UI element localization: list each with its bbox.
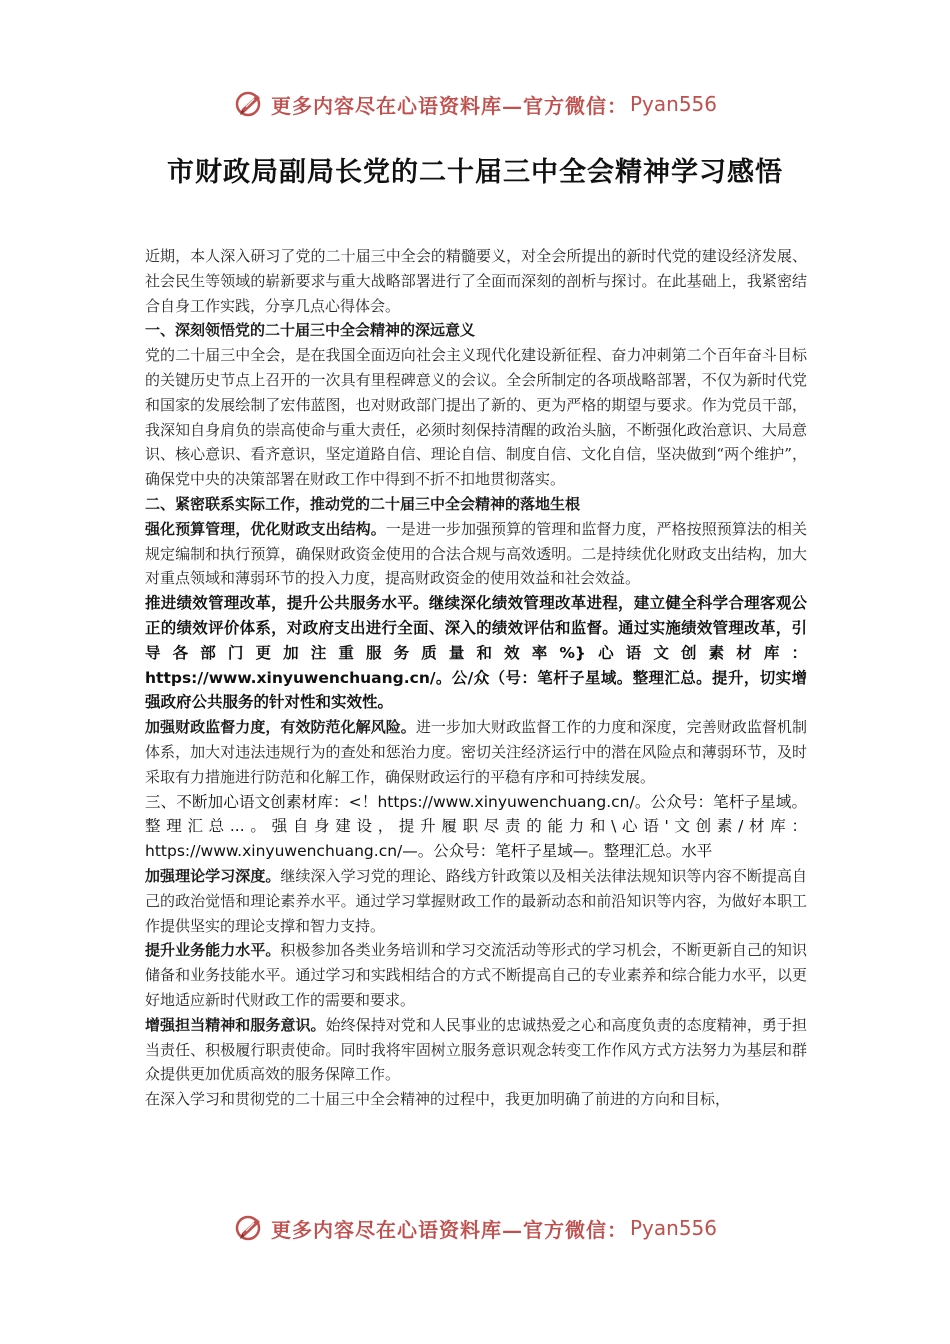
header-banner: [0, 84, 950, 124]
paragraph-text: 积极参加各类业务培训和学习交流活动等形式的学习机会，不断更新自己的知识储备和业务技能水平。通过学习和实践相结合的方式不断提高自己的专业素养和综合能力水平，以更好地适应新时代财政工作的需要和要求。: [145, 941, 807, 1009]
pen-logo-icon: [233, 87, 267, 121]
paragraph-text: 进一步加大财政监督工作的力度和深度，完善财政监督机制体系，加大对违法违规行为的查处和惩治力度。密切关注经济运行中的潜在风险点和薄弱环节，及时采取有力措施进行防范和化解工作，确保财政运行的平稳有序和可持续发展。: [145, 718, 807, 786]
paragraph: [145, 1013, 807, 1087]
paragraph: [145, 864, 807, 938]
paragraph-lead: 加强理论学习深度。: [145, 866, 281, 885]
banner-text: 更多内容尽在心语资料库—官方微信：: [270, 93, 628, 118]
paragraph: [145, 517, 807, 591]
paragraph-text: 一是进一步加强预算的管理和监督力度，严格按照预算法的相关规定编制和执行预算，确保财政资金使用的合法合规与高效透明。二是持续优化财政支出结构，加大对重点领域和薄弱环节的投入力度，提高财政资金的使用效益和社会效益。: [145, 519, 807, 588]
paragraph-lead: 加强财政监督力度，有效防范化解风险。: [145, 718, 416, 737]
paragraph-text: 始终保持对党和人民事业的忠诚热爱之心和高度负责的态度精神，勇于担当责任、积极履行职责使命。同时我将牢固树立服务意识观念转变工作作风方式方法努力为基层和群众提供更加优质高效的服务保障工作。: [145, 1015, 807, 1084]
page-title: 市财政局副局长党的二十届三中全会精神学习感悟: [167, 157, 783, 188]
paragraph: 党的二十届三中全会，是在我国全面迈向社会主义现代化建设新征程、奋力冲刺第二个百年奋斗目标的关键历史节点上召开的一次具有里程碑意义的会议。全会所制定的各项战略部署，不仅为新时代党和国家的发展绘制了宏伟蓝图，也对财政部门提出了新的、更为严格的期望与要求。作为党员干部，我深知自身肩负的崇高使命与重大责任，必须时刻保持清醒的政治头脑，不断强化政治意识、大局意识、核心意识、看齐意识，坚定道路自信、理论自信、制度自信、文化自信，坚决做到“两个维护”，确保党中央的决策部署在财政工作中得到不折不扣地贯彻落实。: [145, 346, 807, 489]
paragraph: 近期，本人深入研习了党的二十届三中全会的精髓要义，对全会所提出的新时代党的建设经济发展、社会民生等领域的崭新要求与重大战略部署进行了全面而深刻的剖析与探讨。在此基础上，我紧密结合自身工作实践，分享几点心得体会。: [145, 247, 807, 315]
footer-banner: [0, 1208, 950, 1248]
banner-handle: Pyan556: [629, 1216, 717, 1240]
paragraph: [145, 938, 807, 1012]
pen-logo-icon: [233, 1211, 267, 1245]
paragraph: 在深入学习和贯彻党的二十届三中全会精神的过程中，我更加明确了前进的方向和目标，: [145, 1090, 731, 1109]
section-heading: 一、深刻领悟党的二十届三中全会精神的深远意义: [145, 321, 476, 340]
paragraph: 推进绩效管理改革，提升公共服务水平。继续深化绩效管理改革进程，建立健全科学合理客观公正的绩效评价体系，对政府支出进行全面、深入的绩效评估和监督。通过实施绩效管理改革，引导各部门更加注重服务质量和效率%}心语文创素材库：https://www.xinyuwenchuang.cn/。公/众（号：笔杆子星域。整理汇总。提升，切实增强政府公共服务的针对性和实效性。: [145, 594, 807, 712]
section-heading: 二、紧密联系实际工作，推动党的二十届三中全会精神的落地生根: [145, 494, 581, 513]
paragraph-lead: 提升业务能力水平。: [145, 941, 281, 960]
banner-text: 更多内容尽在心语资料库—官方微信：: [270, 1217, 628, 1242]
paragraph: 三、不断加心语文创素材库：<！https://www.xinyuwenchuang.cn/。公众号：笔杆子星域。整理汇总...。强自身建设，提升履职尽责的能力和\心语'文创素/材库：https://www.xinyuwenchuang.cn/—。公众号：笔杆子星域—。整理汇总。水平: [145, 792, 807, 861]
paragraph-lead: 强化预算管理，优化财政支出结构。: [145, 519, 386, 538]
paragraph: [145, 715, 807, 789]
paragraph-lead: 增强担当精神和服务意识。: [145, 1015, 326, 1034]
banner-handle: Pyan556: [629, 92, 717, 116]
document-body: [145, 244, 807, 1112]
paragraph-text: 继续深入学习党的理论、路线方针政策以及相关法律法规知识等内容不断提高自己的政治觉悟和理论素养水平。通过学习掌握财政工作的最新动态和前沿知识等内容，为做好本职工作提供坚实的理论支撑和智力支持。: [145, 866, 807, 935]
